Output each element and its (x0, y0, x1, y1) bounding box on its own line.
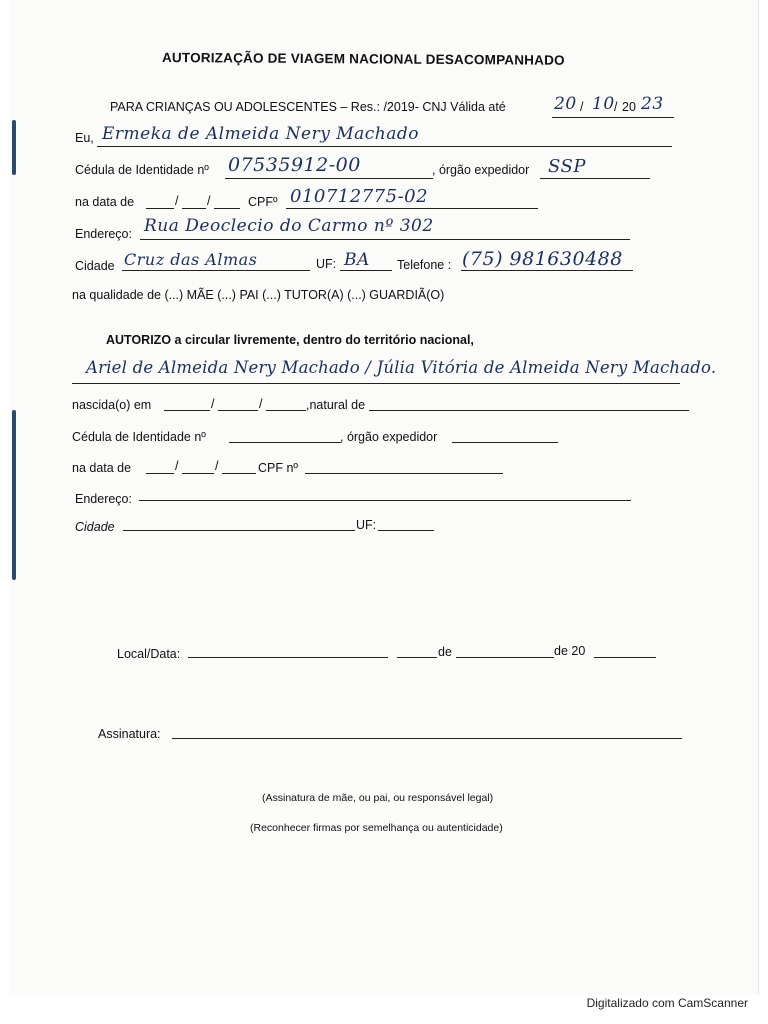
birth-day-line (164, 410, 210, 411)
authorize-heading: AUTORIZO a circular livremente, dentro do território nacional, (106, 333, 474, 347)
minor-cpf-line (305, 473, 503, 474)
minor-rg-line (229, 442, 341, 443)
slash: / (614, 100, 618, 114)
birth-year-line (266, 410, 306, 411)
uf-label: UF: (316, 257, 337, 271)
guardian-rg[interactable]: 07535912-00 (228, 154, 361, 176)
validity-underline (552, 117, 674, 118)
eu-label: Eu, (75, 131, 94, 145)
date-month-line (182, 208, 206, 209)
birth-month-line (218, 410, 258, 411)
slash: / (211, 397, 215, 411)
qualidade-options: na qualidade de (...) MÃE (...) PAI (...) TUTOR(A) (...) GUARDIÃ(O) (72, 288, 445, 302)
telefone-label: Telefone : (397, 258, 452, 272)
slash: / (580, 100, 584, 114)
natural-line (369, 410, 689, 411)
minor-orgao-line (452, 442, 558, 443)
slash: / (215, 459, 219, 473)
guardian-cpf[interactable]: 010712775-02 (290, 186, 429, 207)
endereco-line (140, 239, 630, 240)
slash: / (259, 397, 263, 411)
scan-edge-mark (12, 410, 16, 580)
minor-date-year-line (222, 473, 256, 474)
minor-date-day-line (146, 473, 174, 474)
slash: / (207, 194, 211, 208)
guardian-name-line (97, 146, 672, 147)
de-label: de (438, 645, 452, 659)
date-day-line (146, 208, 174, 209)
orgao-line (540, 178, 650, 179)
minor-endereco-label: Endereço: (75, 492, 132, 506)
date-day-line (397, 657, 437, 658)
telefone-line (461, 270, 633, 271)
scan-edge-mark (12, 120, 16, 175)
date-year-line (214, 208, 240, 209)
rg-line (225, 178, 433, 179)
date-year-line (594, 657, 656, 658)
minor-endereco-line (139, 500, 631, 501)
minors-names[interactable]: Ariel de Almeida Nery Machado / Júlia Vitória de Almeida Nery Machado. (86, 358, 717, 377)
validity-year: 23 (641, 94, 664, 114)
assinatura-label: Assinatura: (98, 727, 161, 741)
data-label: na data de (75, 195, 135, 209)
validity-year-prefix: 20 (622, 100, 636, 114)
minor-cidade-label: Cidade (75, 520, 115, 534)
cidade-line (122, 270, 310, 271)
guardian-uf[interactable]: BA (344, 250, 370, 270)
endereco-label: Endereço: (75, 227, 132, 241)
minor-rg-label: Cédula de Identidade nº (72, 430, 206, 444)
guardian-cidade[interactable]: Cruz das Almas (124, 250, 258, 269)
document-subtitle: PARA CRIANÇAS OU ADOLESCENTES – Res.: /2019- CNJ Válida até (110, 100, 506, 114)
orgao-label: , órgão expedidor (432, 163, 530, 177)
minor-cidade-line (123, 530, 355, 531)
date-month-line (456, 657, 554, 658)
minor-data-label: na data de (72, 461, 132, 475)
local-data-label: Local/Data: (117, 647, 181, 661)
cpf-line (286, 208, 538, 209)
document-title: AUTORIZAÇÃO DE VIAGEM NACIONAL DESACOMPANHADO (161, 50, 565, 68)
cidade-label: Cidade (75, 259, 115, 273)
guardian-name[interactable]: Ermeka de Almeida Nery Machado (102, 124, 419, 144)
guardian-telefone[interactable]: (75) 981630488 (462, 248, 623, 270)
validity-day: 20 (554, 94, 577, 114)
slash: / (175, 194, 179, 208)
minor-uf-label: UF: (356, 518, 377, 532)
natural-label: ,natural de (306, 398, 366, 412)
signature-note: (Assinatura de mãe, ou pai, ou responsável legal) (262, 792, 494, 804)
minor-cpf-label: CPF nº (258, 461, 298, 475)
guardian-endereco[interactable]: Rua Deoclecio do Carmo nº 302 (144, 216, 434, 236)
rg-label: Cédula de Identidade nº (75, 163, 209, 177)
slash: / (175, 459, 179, 473)
camscanner-watermark: Digitalizado com CamScanner (586, 996, 748, 1010)
local-line (188, 657, 388, 658)
firm-note: (Reconhecer firmas por semelhança ou autenticidade) (250, 822, 503, 834)
uf-line (340, 270, 392, 271)
minor-orgao-label: , órgão expedidor (340, 430, 438, 444)
minor-uf-line (378, 530, 434, 531)
minors-name-line (72, 383, 680, 384)
validity-month: 10 (592, 94, 615, 114)
guardian-orgao[interactable]: SSP (548, 156, 586, 177)
signature-line (172, 738, 682, 739)
de-20-label: de 20 (554, 644, 586, 658)
cpf-label: CPFº (248, 195, 278, 209)
nascida-label: nascida(o) em (72, 398, 152, 412)
minor-date-month-line (182, 473, 214, 474)
